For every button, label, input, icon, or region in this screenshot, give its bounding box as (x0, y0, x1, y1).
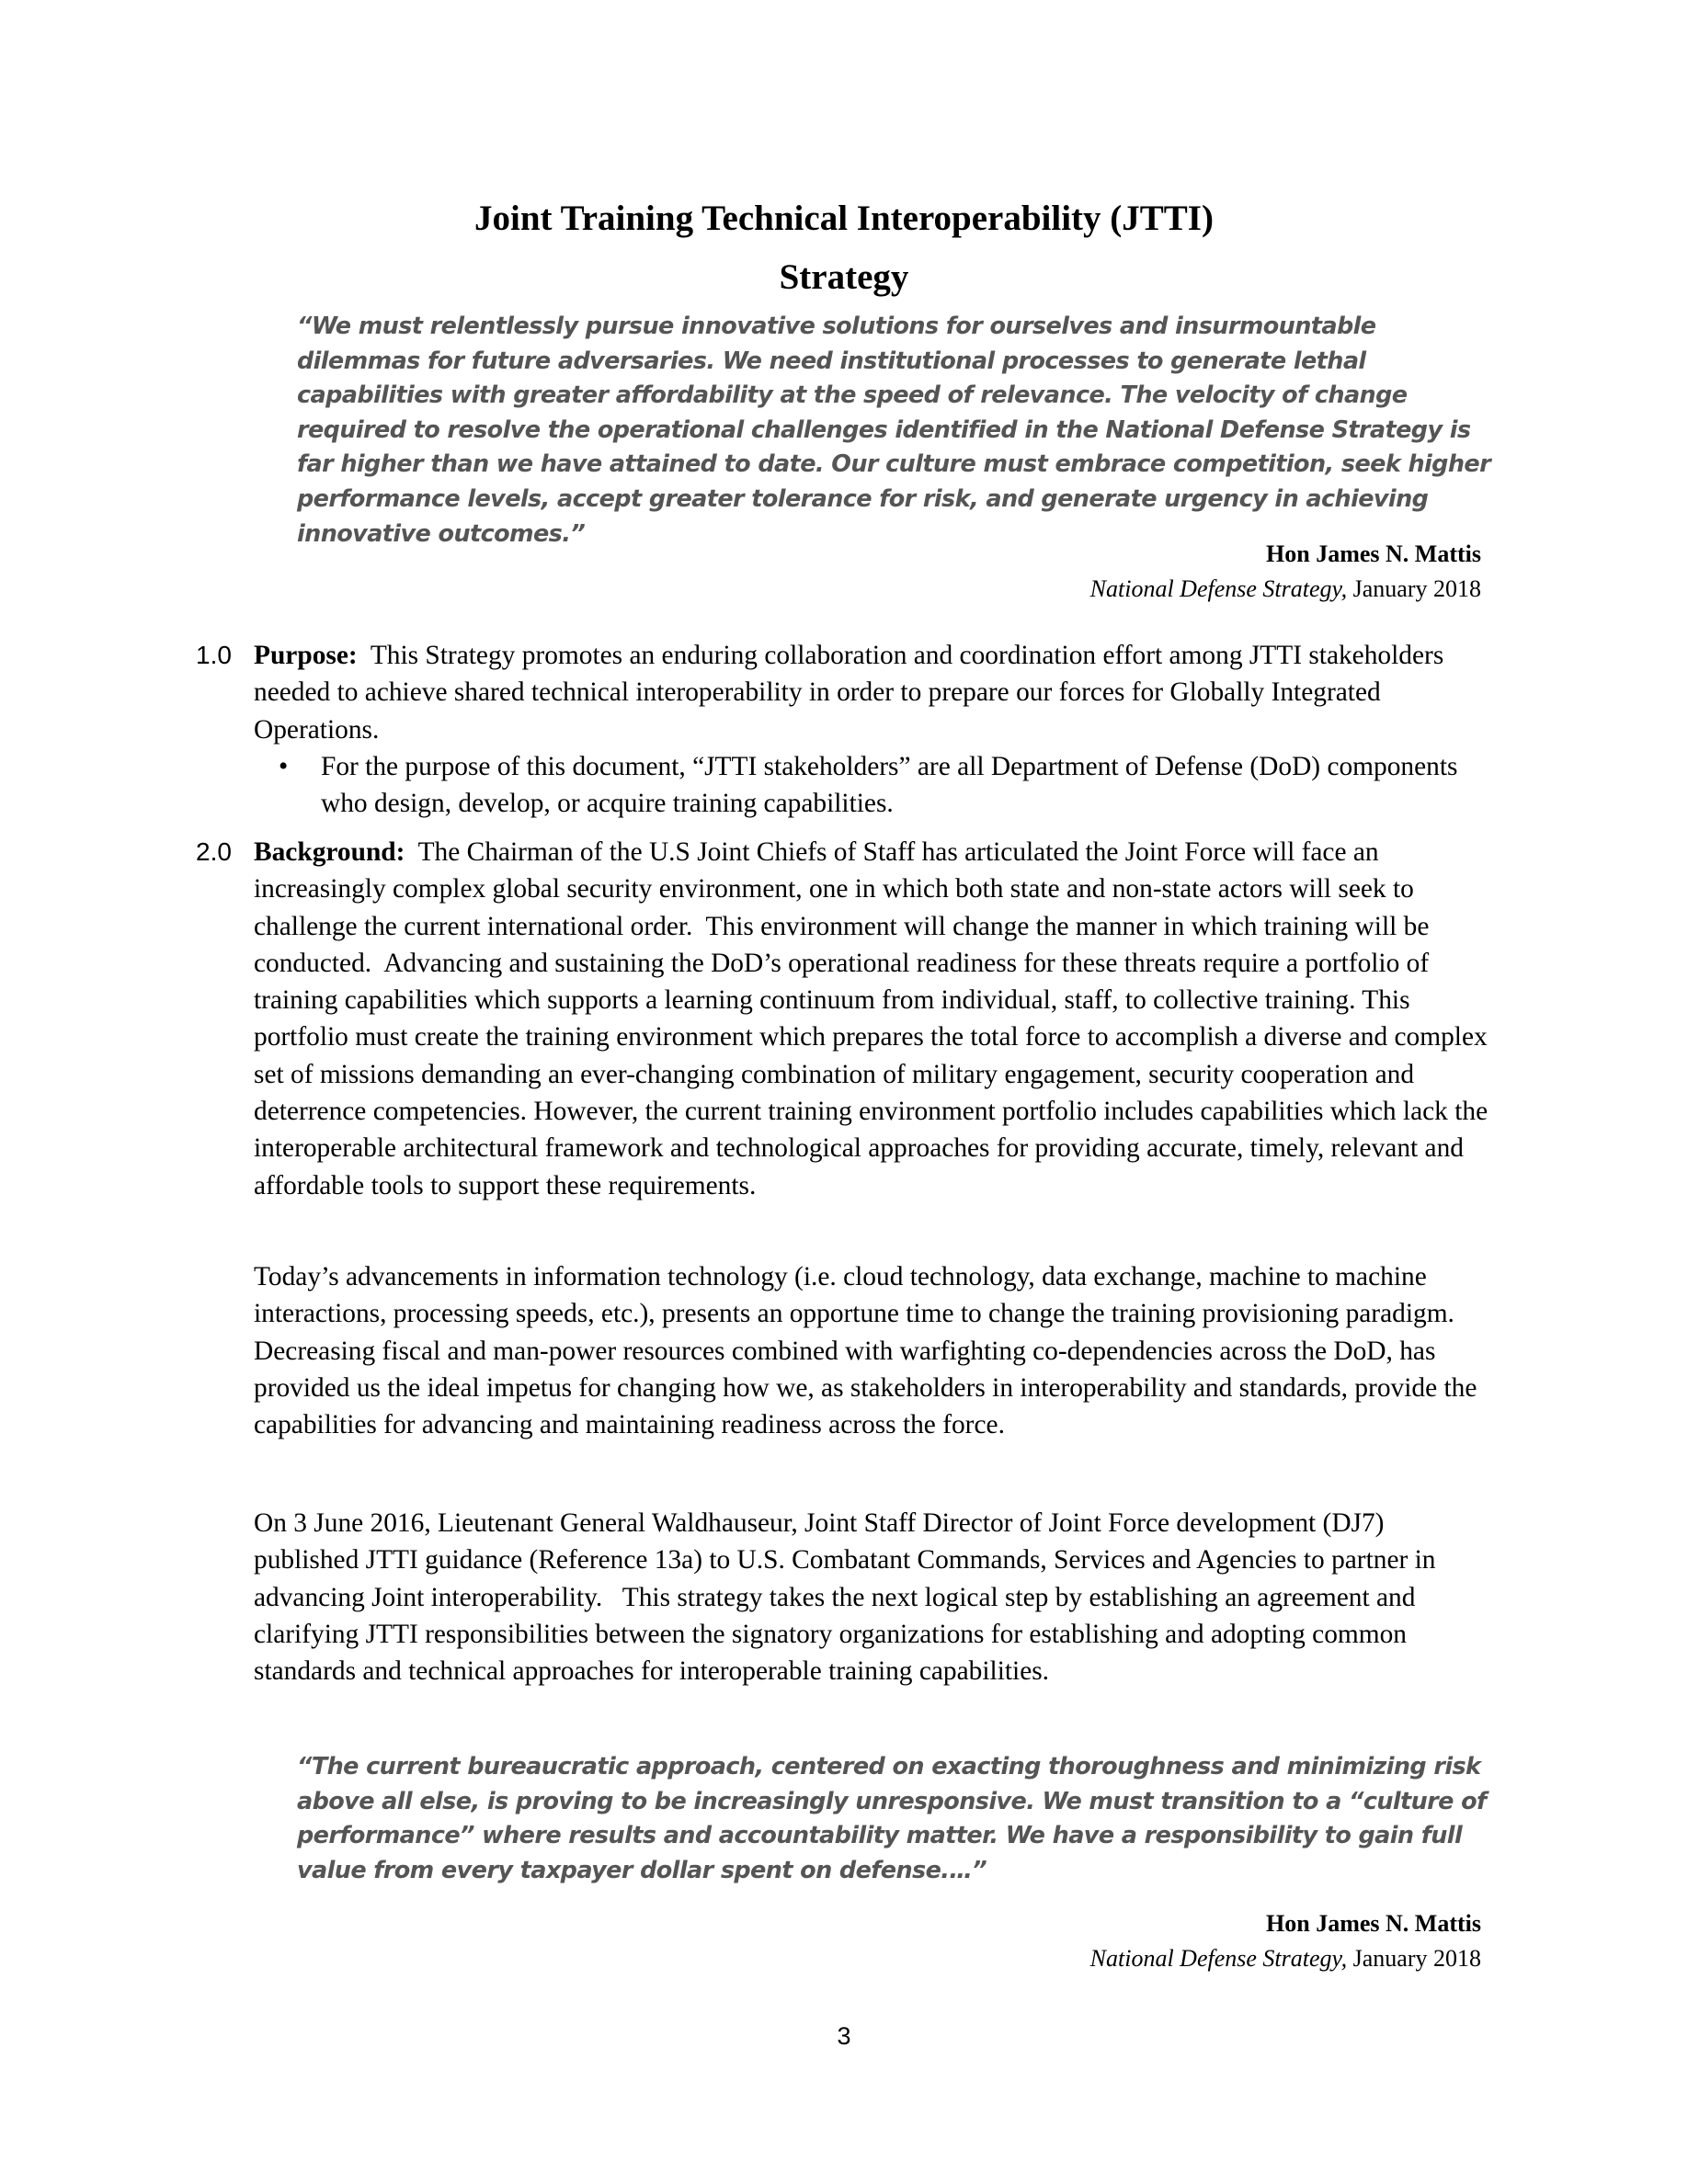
opening-quote-attribution (1090, 537, 1481, 607)
page-number: 3 (837, 2022, 851, 2050)
section-paragraph (254, 637, 1492, 748)
closing-quote: “The current bureaucratic approach, centered on exacting thoroughness and minimizing risk above all else, is proving to be increasingly unresponsive. We must transition to a “culture of performance” where results and accountability matter. We have a responsibility to gain full value from every taxpayer dollar spent on defense.…” (297, 1753, 1487, 1884)
bullet-item (254, 748, 1492, 823)
attribution-date: January 2018 (1347, 575, 1481, 602)
attribution-source: National Defense Strategy, (1089, 1945, 1348, 1972)
attribution-source-line (1090, 1941, 1481, 1976)
document-title: Joint Training Technical Interoperability (JTTI) (474, 199, 1214, 238)
closing-quote-attribution (1090, 1906, 1481, 1976)
bullet-icon: • (279, 751, 289, 781)
section-background (196, 834, 1495, 1204)
document-title-line2: Strategy (779, 257, 909, 297)
attribution-source-line (1090, 572, 1481, 607)
bullet-text: For the purpose of this document, “JTTI stakeholders” are all Department of Defense (DoD) components who design, develop, or acquire training capabilities. (321, 751, 1458, 819)
attribution-source: National Defense Strategy, (1089, 575, 1348, 602)
section-paragraph (254, 834, 1495, 1204)
attribution-name: Hon James N. Mattis (1266, 540, 1481, 567)
opening-quote: “We must relentlessly pursue innovative solutions for ourselves and insurmountable dilemmas for future adversaries. We need institutional processes to generate lethal capabilities with greater affordability at the speed of relevance. The velocity of change required to resolve the operational challenges identified in the National Defense Strategy is far higher than we have attained to date. Our culture must embrace competition, seek higher performance levels, accept greater tolerance for risk, and generate urgency in achieving innovative outcomes.” (297, 313, 1491, 548)
section-purpose (196, 637, 1492, 822)
section-number: 2.0 (196, 837, 232, 866)
section-heading: Background: (254, 837, 405, 867)
section-text: The Chairman of the U.S Joint Chiefs of Staff has articulated the Joint Force will face an increasingly complex global security environment, one in which both state and non-state actors will seek to challenge the current international order. This environment will change the manner in which training will be conducted. Advancing and sustaining the DoD’s operational readiness for these threats require a portfolio of training capabilities which supports a learning continuum from individual, staff, to collective training. This portfolio must create the training environment which prepares the total force to accomplish a diverse and complex set of missions demanding an ever-changing combination of military engagement, security cooperation and deterrence competencies. However, the current training environment portfolio includes capabilities which lack the interoperable architectural framework and technological approaches for providing accurate, timely, relevant and affordable tools to support these requirements. (254, 837, 1495, 1200)
background-paragraph-3: On 3 June 2016, Lieutenant General Waldhauseur, Joint Staff Director of Joint Force development (DJ7) published JTTI guidance (Reference 13a) to U.S. Combatant Commands, Services and Agencies to partner in advancing Joint interoperability. This strategy takes the next logical step by establishing an agreement and clarifying JTTI responsibilities between the signatory organizations for establishing and adopting common standards and technical approaches for interoperable training capabilities. (254, 1508, 1443, 1687)
section-text: This Strategy promotes an enduring collaboration and coordination effort among JTTI stakeholders needed to achieve shared technical interoperability in order to prepare our forces for Globally Integrated Operations. (254, 641, 1451, 745)
attribution-name: Hon James N. Mattis (1266, 1910, 1481, 1937)
section-heading: Purpose: (254, 641, 358, 670)
section-number: 1.0 (196, 641, 232, 669)
attribution-date: January 2018 (1347, 1945, 1481, 1972)
background-paragraph-2: Today’s advancements in information technology (i.e. cloud technology, data exchange, machine to machine interactions, processing speeds, etc.), presents an opportune time to change the training provisioning paradigm. Decreasing fiscal and man-power resources combined with warfighting co-dependencies across the DoD, has provided us the ideal impetus for changing how we, as stakeholders in interoperability and standards, provide the capabilities for advancing and maintaining readiness across the force. (254, 1262, 1477, 1440)
